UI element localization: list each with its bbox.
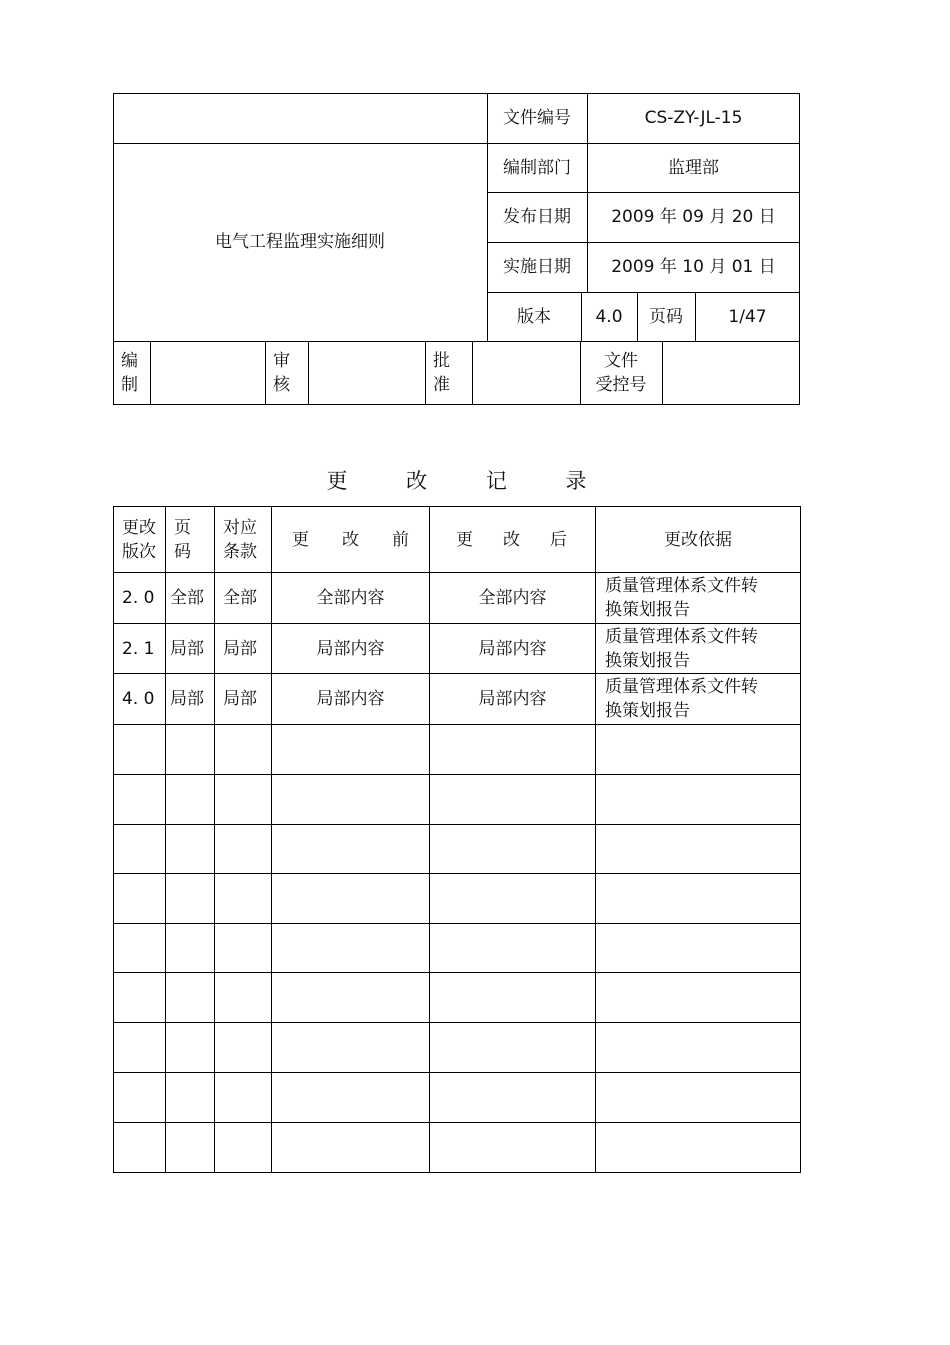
document-title: 电气工程监理实施细则 <box>215 232 385 252</box>
cell-clause: 局部 <box>215 674 272 725</box>
change-record-table <box>113 506 801 1173</box>
effective-date-label: 实施日期 <box>503 257 571 277</box>
cell-after: 局部内容 <box>430 624 596 674</box>
empty-row <box>114 1073 801 1123</box>
table-row <box>114 674 801 725</box>
empty-row <box>114 924 801 973</box>
prepared-by-label: 编 制 <box>121 350 138 395</box>
table-header-row <box>114 507 801 573</box>
doc-number-value: CS-ZY-JL-15 <box>644 108 743 128</box>
page-value: 1/47 <box>728 306 767 327</box>
table-row <box>114 573 801 624</box>
approved-by-label: 批 准 <box>433 350 450 395</box>
cell-version: 2. 0 <box>114 573 166 624</box>
col-header-clause: 对应 条款 <box>215 507 272 573</box>
cell-after: 局部内容 <box>430 674 596 725</box>
issue-date-label: 发布日期 <box>503 207 571 227</box>
cell-basis: 质量管理体系文件转 换策划报告 <box>596 624 801 674</box>
effective-date-value: 2009 年 10 月 01 日 <box>611 257 776 277</box>
document-header-table <box>0 0 950 420</box>
empty-row <box>114 825 801 874</box>
cell-page: 局部 <box>166 624 215 674</box>
cell-after: 全部内容 <box>430 573 596 624</box>
department-value: 监理部 <box>668 157 719 178</box>
cell-basis: 质量管理体系文件转 换策划报告 <box>596 573 801 624</box>
reviewed-by-label: 审 核 <box>273 350 290 395</box>
cell-before: 局部内容 <box>272 624 430 674</box>
issue-date-value: 2009 年 09 月 20 日 <box>611 207 776 227</box>
col-header-page: 页 码 <box>166 507 215 573</box>
empty-row <box>114 725 801 775</box>
version-value: 4.0 <box>595 306 623 327</box>
col-header-basis: 更改依据 <box>596 507 801 573</box>
version-label: 版本 <box>517 306 551 327</box>
table-row <box>114 624 801 674</box>
cell-before: 局部内容 <box>272 674 430 725</box>
cell-page: 局部 <box>166 674 215 725</box>
empty-row <box>114 874 801 924</box>
col-header-before: 更 改 前 <box>272 507 430 573</box>
department-label: 编制部门 <box>503 157 571 178</box>
empty-row <box>114 1023 801 1073</box>
control-number-label: 文件 受控号 <box>595 350 647 395</box>
cell-page: 全部 <box>166 573 215 624</box>
change-record-title: 更 改 记 录 <box>326 469 613 493</box>
cell-clause: 局部 <box>215 624 272 674</box>
cell-basis: 质量管理体系文件转 换策划报告 <box>596 674 801 725</box>
doc-number-label: 文件编号 <box>503 108 571 128</box>
cell-version: 4. 0 <box>114 674 166 725</box>
col-header-after: 更 改 后 <box>430 507 596 573</box>
cell-version: 2. 1 <box>114 624 166 674</box>
empty-row <box>114 973 801 1023</box>
cell-clause: 全部 <box>215 573 272 624</box>
col-header-version: 更改 版次 <box>114 507 166 573</box>
cell-before: 全部内容 <box>272 573 430 624</box>
empty-row <box>114 775 801 825</box>
empty-row <box>114 1123 801 1173</box>
page-label: 页码 <box>649 306 683 327</box>
